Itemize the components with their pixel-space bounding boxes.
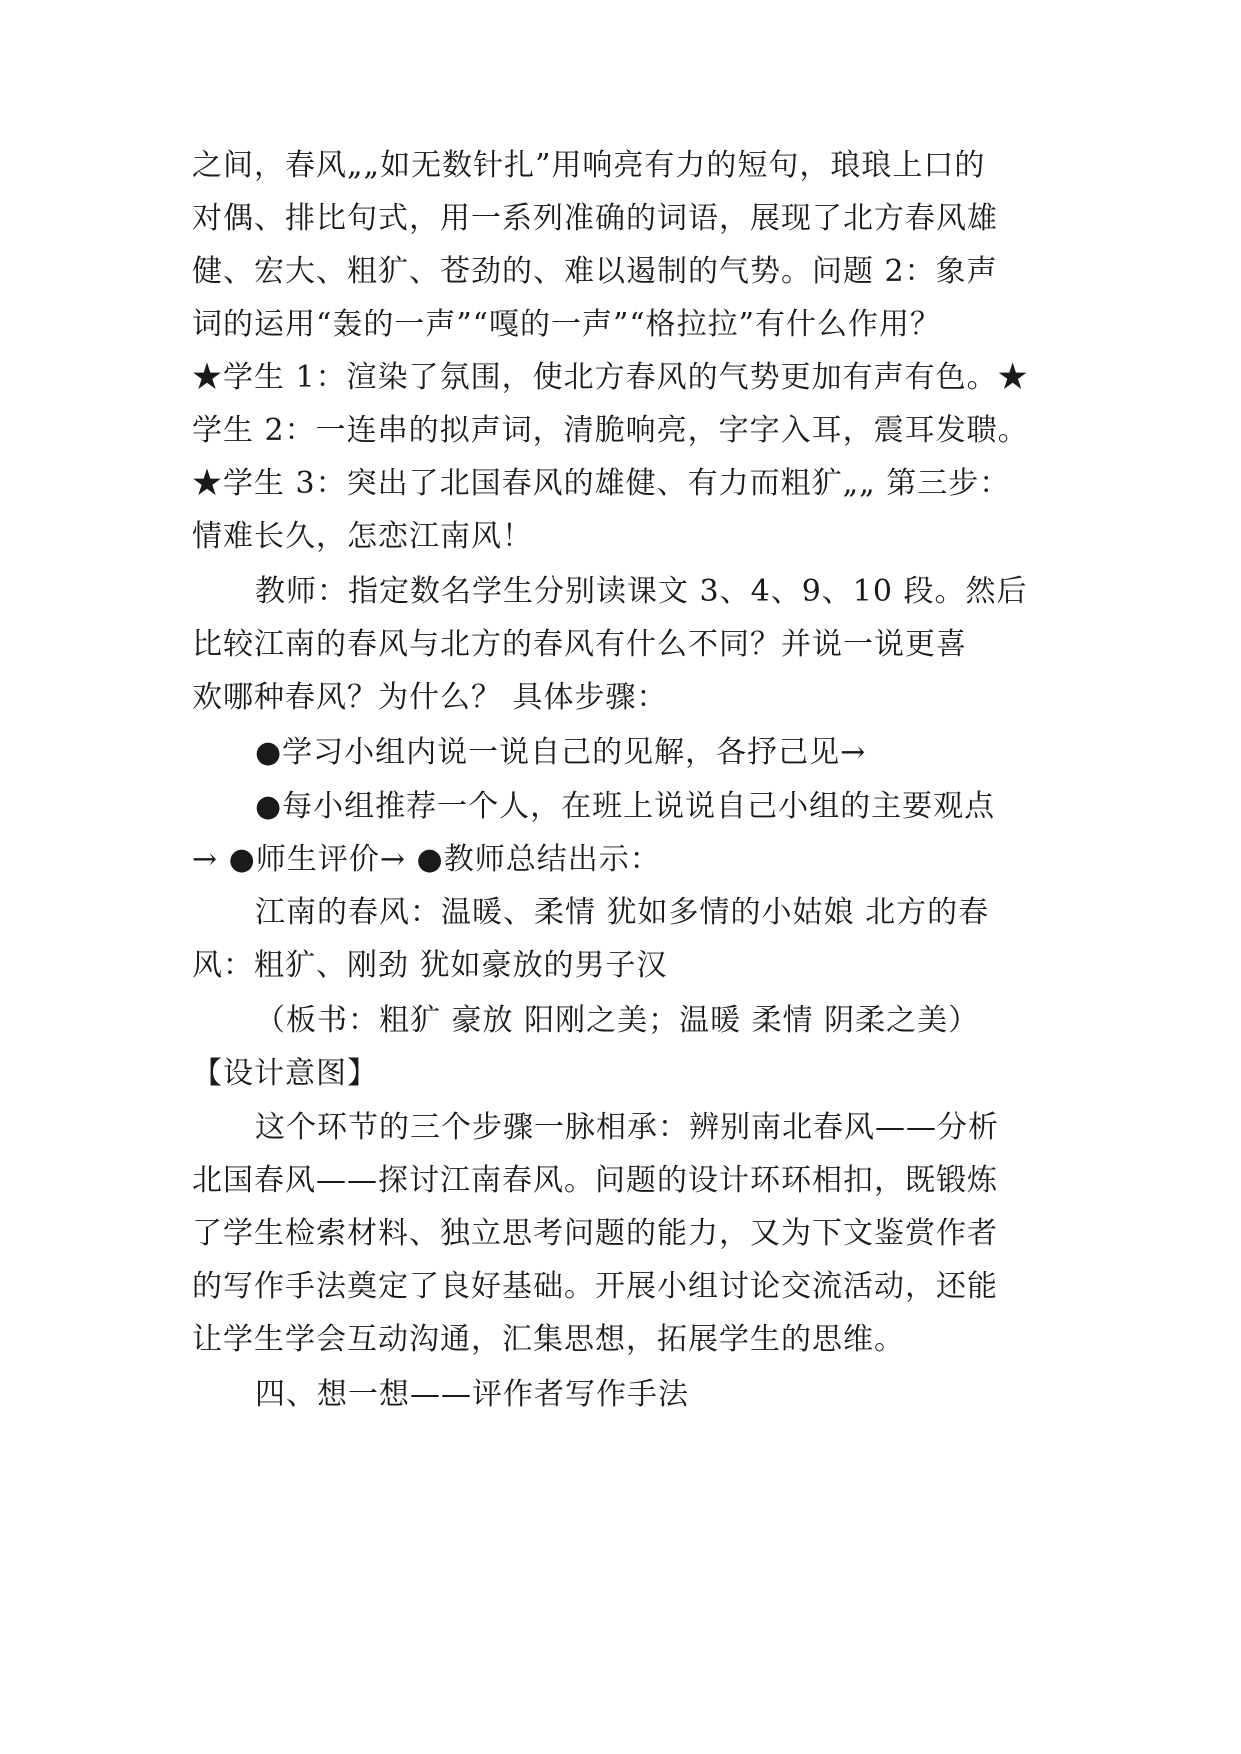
text-line: 比较江南的春风与北方的春风有什么不同？并说一说更喜 (192, 627, 967, 662)
text-line: 让学生学会互动沟通，汇集思想，拓展学生的思维。 (192, 1322, 905, 1357)
text-line: ★学生 3：突出了北国春风的雄健、有力而粗犷„„ 第三步： (192, 466, 1011, 501)
text-line: 健、宏大、粗犷、苍劲的、难以遏制的气势。问题 2：象声 (192, 254, 998, 289)
text-line: 这个环节的三个步骤一脉相承：辨别南北春风——分析 (255, 1110, 999, 1145)
text-line: 江南的春风：温暖、柔情 犹如多情的小姑娘 北方的春 (255, 895, 990, 930)
list-item: ●每小组推荐一个人，在班上说说自己小组的主要观点 (255, 789, 996, 824)
text-line: 情难长久，怎恋江南风！ (192, 519, 533, 554)
text-line: 北国春风——探讨江南春风。问题的设计环环相扣，既锻炼 (192, 1163, 998, 1198)
text-line: 之间，春风„„如无数针扎”用响亮有力的短句，琅琅上口的 (192, 148, 986, 183)
section-heading: 四、想一想——评作者写作手法 (255, 1377, 689, 1412)
board-note: （板书：粗犷 豪放 阳刚之美；温暖 柔情 阴柔之美） (255, 1003, 980, 1038)
text-line: 了学生检索材料、独立思考问题的能力，又为下文鉴赏作者 (192, 1216, 998, 1251)
text-line: 学生 2：一连串的拟声词，清脆响亮，字字入耳，震耳发聩。 (192, 413, 1029, 448)
text-line: → ●师生评价→ ●教师总结出示： (192, 842, 661, 877)
text-line: 教师：指定数名学生分别读课文 3、4、9、10 段。然后 (255, 574, 1028, 609)
text-line: ★学生 1：渲染了氛围，使北方春风的气势更加有声有色。★ (192, 360, 1029, 395)
text-line: 的写作手法奠定了良好基础。开展小组讨论交流活动，还能 (192, 1269, 998, 1304)
text-line: 风：粗犷、刚劲 犹如豪放的男子汉 (192, 948, 668, 983)
text-line: 对偶、排比句式，用一系列准确的词语，展现了北方春风雄 (192, 201, 998, 236)
section-heading: 【设计意图】 (192, 1056, 378, 1091)
text-line: 欢哪种春风？为什么？ 具体步骤： (192, 680, 668, 715)
list-item: ●学习小组内说一说自己的见解，各抒己见→ (255, 735, 867, 770)
text-line: 词的运用“轰的一声”“嘎的一声”“格拉拉”有什么作用？ (192, 307, 942, 342)
